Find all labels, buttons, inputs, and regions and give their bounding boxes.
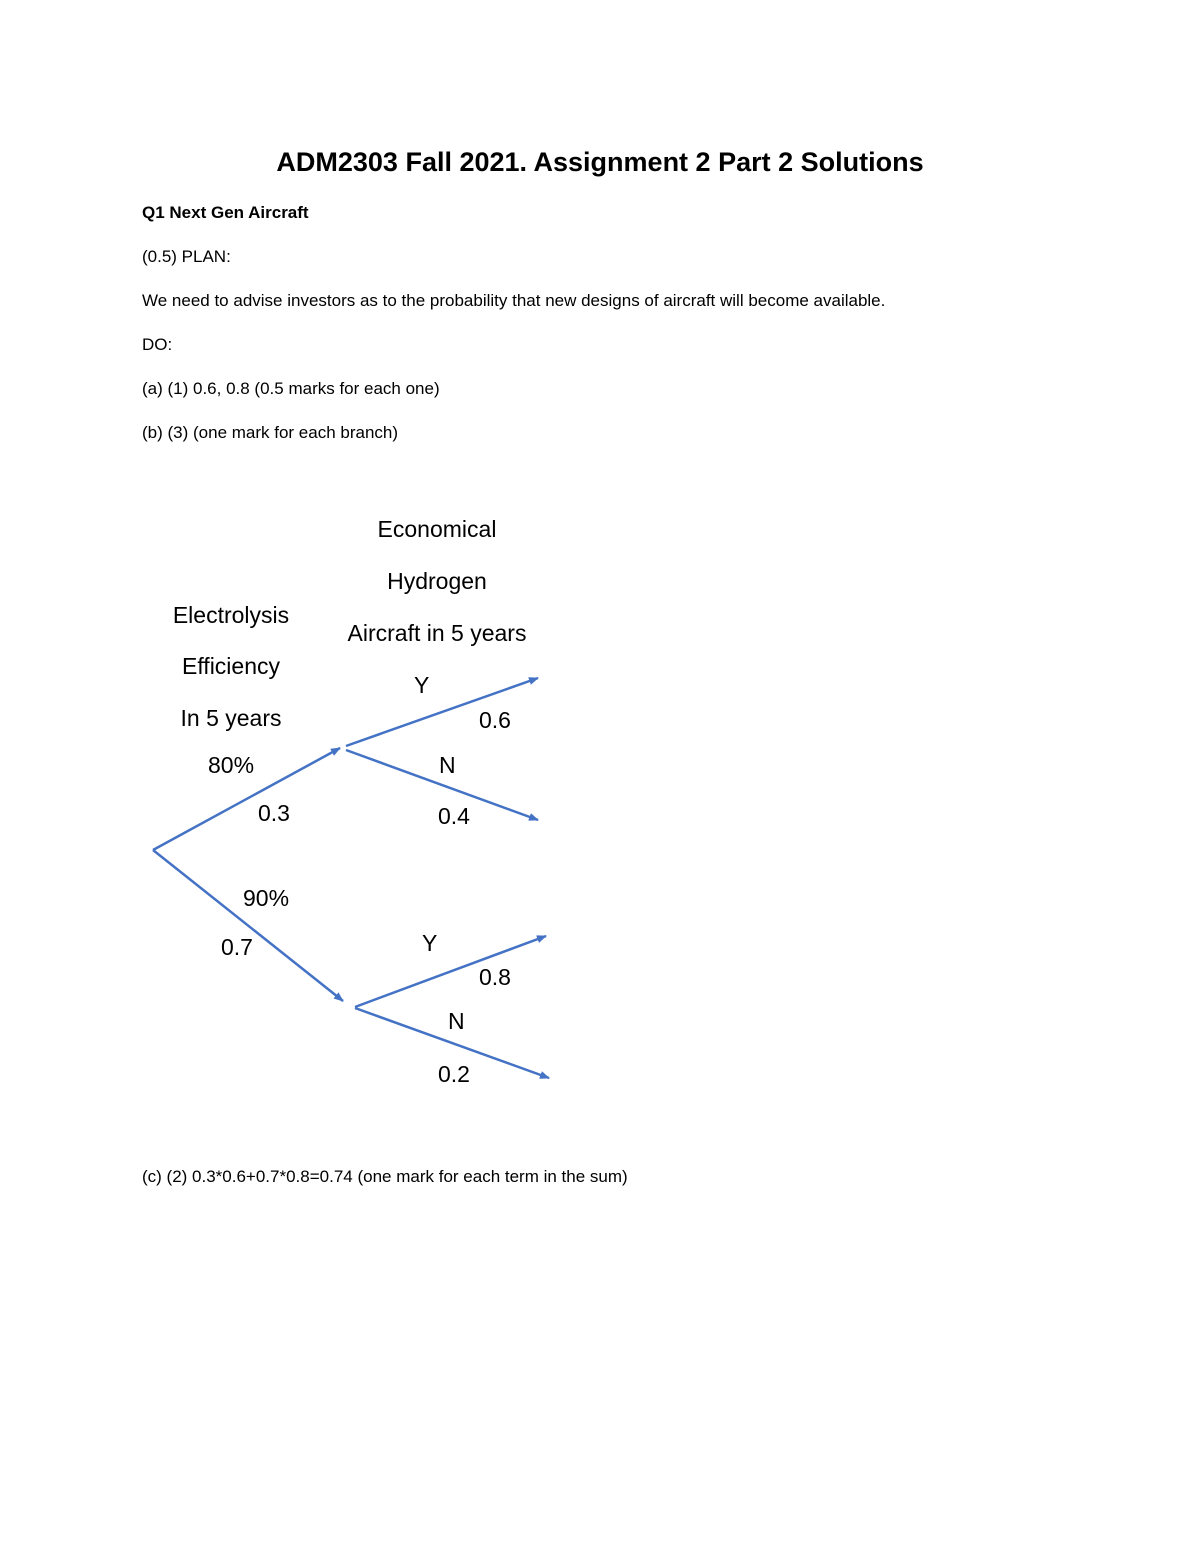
do-label: DO: bbox=[142, 335, 173, 354]
lower-branch-label: 90% bbox=[243, 885, 290, 911]
stage1-heading-line2: Efficiency bbox=[181, 653, 280, 679]
upper-n-label: N bbox=[439, 752, 456, 778]
plan-label: (0.5) PLAN: bbox=[142, 247, 231, 266]
lower-y-prob: 0.8 bbox=[479, 964, 511, 990]
document-title: ADM2303 Fall 2021. Assignment 2 Part 2 Solutions bbox=[276, 147, 924, 177]
branch-lower-line bbox=[153, 850, 343, 1001]
lower-branch-prob: 0.7 bbox=[221, 934, 253, 960]
stage2-heading-line1: Economical bbox=[377, 516, 497, 542]
stage2-heading-line2: Hydrogen bbox=[387, 568, 487, 594]
branch-lower-y-line bbox=[355, 936, 546, 1007]
part-b-answer: (b) (3) (one mark for each branch) bbox=[142, 423, 399, 442]
stage1-heading-line3: In 5 years bbox=[180, 705, 282, 731]
upper-y-prob: 0.6 bbox=[479, 707, 511, 733]
lower-n-prob: 0.2 bbox=[438, 1061, 470, 1087]
part-c-answer: (c) (2) 0.3*0.6+0.7*0.8=0.74 (one mark for each term in the sum) bbox=[142, 1167, 628, 1186]
upper-branch-prob: 0.3 bbox=[258, 800, 290, 826]
plan-text: We need to advise investors as to the probability that new designs of aircraft will become available. bbox=[142, 291, 886, 310]
upper-y-label: Y bbox=[414, 672, 430, 698]
upper-n-prob: 0.4 bbox=[438, 803, 470, 829]
stage2-heading-line3: Aircraft in 5 years bbox=[347, 620, 527, 646]
lower-n-label: N bbox=[448, 1008, 465, 1034]
lower-y-label: Y bbox=[422, 930, 438, 956]
question-heading: Q1 Next Gen Aircraft bbox=[142, 203, 309, 222]
upper-branch-label: 80% bbox=[208, 752, 255, 778]
stage1-heading-line1: Electrolysis bbox=[172, 602, 290, 628]
part-a-answer: (a) (1) 0.6, 0.8 (0.5 marks for each one) bbox=[142, 379, 440, 398]
